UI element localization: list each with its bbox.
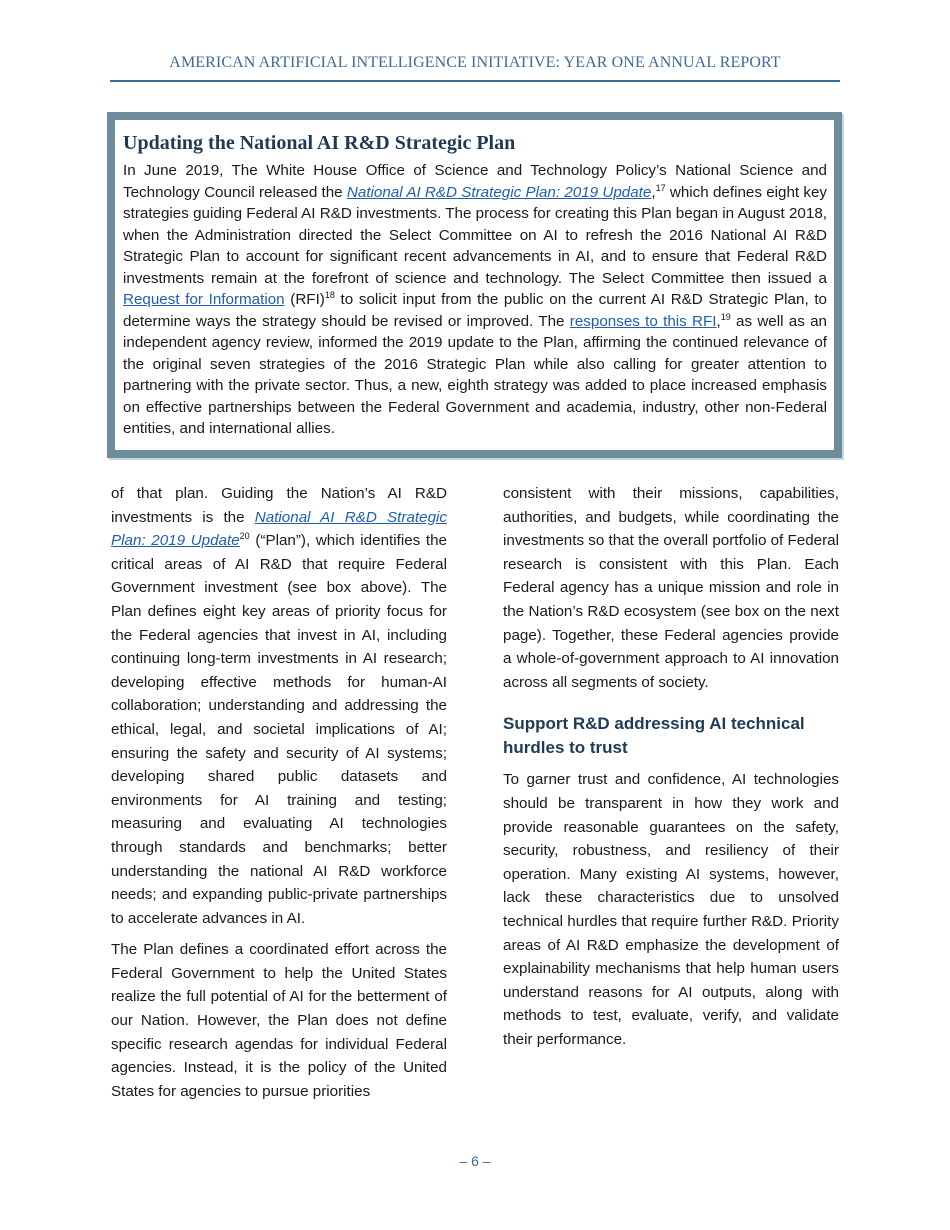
strategic-plan-link[interactable]: National AI R&D Strategic Plan: 2019 Update: [111, 508, 447, 550]
paragraph: To garner trust and confidence, AI technologies should be transparent in how they work and provide reasonable guarantees on the safety, security, robustness, and resiliency of their operation. Many existing AI systems, however, lack these characteristics due to unsolved technical hurdles that require further R&D. Priority areas of AI R&D emphasize the development of explainability mechanisms that help human users understand reasons for AI outputs, along with methods to test, evaluate, verify, and validate their performance.: [503, 771, 839, 1048]
callout-text: ,: [651, 183, 656, 201]
rfi-link[interactable]: Request for Information: [123, 291, 285, 308]
callout-text: In June 2019, The White House Office of Science and Technology Policy’s National Science and Technology Council released the: [123, 162, 827, 201]
callout-text: to solicit input from the public on the current AI R&D Strategic Plan, to determine ways the strategy should be revised or improved. The: [123, 291, 827, 330]
body-text: (“Plan”), which identifies the critical areas of AI R&D that require Federal Government investment (see box above). The Plan defines eight key areas of priority focus for the Federal agencies that invest in AI, including continuing long-term investments in AI research; developing effective methods for human-AI collaboration; understanding and addressing the ethical, legal, and societal implications of AI; ensuring the safety and security of AI systems; developing shared public datasets and environments for AI training and testing; measuring and evaluating AI technologies through standards and benchmarks; better understanding the national AI R&D workforce needs; and expanding public-private partnerships to accelerate advances in AI.: [111, 532, 447, 927]
strategic-plan-link[interactable]: National AI R&D Strategic Plan: 2019 Update: [346, 183, 652, 201]
callout-text: as well as an independent agency review, informed the 2019 update to the Plan, affirming the continued relevance of the original seven strategies of the 2016 Strategic Plan while also calling for greater attention to partnering with the private sector. Thus, a new, eighth strategy was added to place increased emphasis on effective partnerships between the Federal Government and academia, industry, other non-Federal entities, and international allies.: [123, 312, 827, 437]
callout-body: [123, 160, 827, 440]
paragraph: consistent with their missions, capabilities, authorities, and budgets, while coordinating the investments so that the overall portfolio of Federal research is consistent with this Plan. Each Federal agency has a unique mission and role in the Nation’s R&D ecosystem (see box on the next page). Together, these Federal agencies provide a whole-of-government approach to AI innovation across all segments of society.: [503, 485, 839, 691]
callout-box: [107, 112, 842, 458]
footnote-ref[interactable]: 17: [655, 182, 666, 193]
body-text: of that plan. Guiding the Nation’s AI R&D investments is the: [111, 485, 447, 526]
callout-text: ,: [716, 312, 721, 330]
rfi-responses-link[interactable]: responses to this RFI: [569, 312, 717, 330]
right-column: [503, 482, 839, 1059]
header-divider: [110, 80, 840, 82]
footnote-ref[interactable]: 18: [324, 289, 335, 300]
callout-text: which defines eight key strategies guiding Federal AI R&D investments. The process for creating this Plan began in August 2018, when the Administration directed the Select Committee on AI to refresh the 2016 National AI R&D Strategic Plan to account for significant recent advancements in AI, and to ensure that Federal R&D investments remain at the forefront of science and technology. The Select Committee then issued a: [123, 183, 828, 287]
running-header: AMERICAN ARTIFICIAL INTELLIGENCE INITIATIVE: YEAR ONE ANNUAL REPORT: [169, 54, 781, 71]
left-column: [111, 482, 447, 1111]
callout-title: Updating the National AI R&D Strategic Plan: [123, 132, 516, 154]
footnote-ref[interactable]: 19: [720, 311, 731, 322]
callout-text: (RFI): [284, 291, 325, 308]
paragraph: The Plan defines a coordinated effort across the Federal Government to help the United States realize the full potential of AI for the betterment of our Nation. However, the Plan does not define specific research agendas for individual Federal agencies. Instead, it is the policy of the United States for agencies to pursue priorities: [111, 941, 447, 1100]
page-number: – 6 –: [459, 1153, 491, 1169]
callout-content: [115, 120, 834, 450]
section-heading: Support R&D addressing AI technical hurdles to trust: [503, 714, 805, 758]
paragraph: [111, 482, 447, 930]
footnote-ref[interactable]: 20: [239, 531, 250, 542]
